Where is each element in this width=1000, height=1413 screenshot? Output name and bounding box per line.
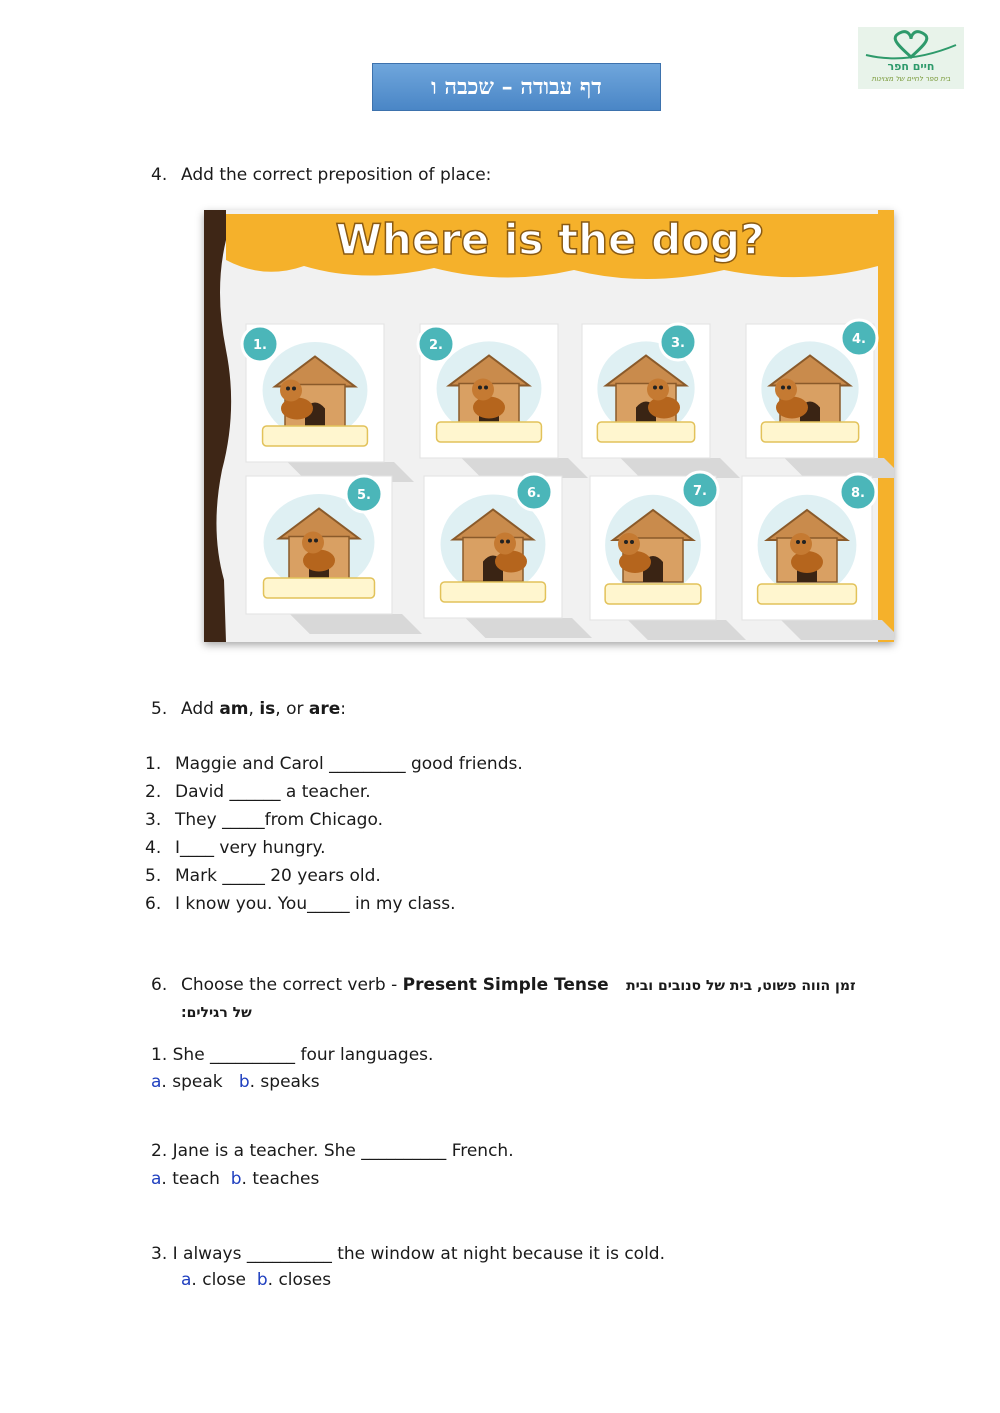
dog-head [472, 379, 494, 401]
dog-body [473, 397, 505, 419]
dog-eye [286, 387, 290, 391]
option-b: . speaks [249, 1072, 320, 1092]
section5-number: 5. [151, 699, 168, 719]
dog-eye [787, 386, 791, 390]
dog-head [494, 533, 516, 555]
dog-eye [484, 386, 488, 390]
card-shadow [628, 620, 746, 640]
s6-question: 2. Jane is a teacher. She __________ French. [151, 1141, 514, 1161]
section5-heading [151, 699, 346, 719]
option-a-letter: a [151, 1169, 162, 1189]
dog-head [647, 379, 669, 401]
dog-body [303, 550, 335, 572]
s6-options [181, 1270, 331, 1290]
dog-body [281, 398, 313, 420]
dog-eye [796, 540, 800, 544]
dog-body [619, 551, 651, 573]
dog-head [775, 379, 797, 401]
dog-eye [624, 540, 628, 544]
section5-intro: Add [181, 699, 220, 719]
dog-card [746, 320, 894, 478]
s6-options [151, 1169, 319, 1189]
word-are: are [308, 699, 341, 719]
s5-item-number: 4. [145, 838, 162, 858]
page-title: דף עבודה – שכבה ו [372, 63, 661, 111]
section5-colon: : [340, 699, 347, 719]
s5-item [145, 866, 381, 886]
dog-card [742, 474, 894, 640]
card-number: 5. [357, 488, 371, 503]
dog-eye [500, 540, 504, 544]
section6-intro: Choose the correct verb - [181, 975, 403, 995]
section4-number: 4. [151, 165, 168, 185]
card-number: 8. [851, 486, 865, 501]
card-number: 1. [253, 338, 267, 353]
card-shadow [465, 618, 592, 638]
s5-item-text: They _____from Chicago. [175, 810, 383, 830]
school-logo [858, 27, 964, 89]
s6-question: 3. I always __________ the window at night because it is cold. [151, 1244, 666, 1264]
card-number: 4. [852, 332, 866, 347]
dog-eye [506, 540, 510, 544]
section4-heading [151, 165, 491, 185]
s5-item [145, 754, 523, 774]
section6-hebrew-line1: זמן הווה פשוט, בית של סנובים ובית [626, 978, 856, 994]
section6-heading [151, 975, 871, 995]
answer-box[interactable] [264, 578, 375, 598]
dog-eye [314, 539, 318, 543]
answer-box[interactable] [761, 422, 858, 442]
answer-box[interactable] [605, 584, 701, 604]
dog-head [302, 532, 324, 554]
s5-item-number: 5. [145, 866, 162, 886]
dog-eye [659, 386, 663, 390]
answer-box[interactable] [437, 422, 542, 442]
option-b-letter: b [230, 1169, 242, 1189]
dog-eye [478, 386, 482, 390]
game-title: Where is the dog? [335, 215, 765, 264]
word-is: is [259, 699, 276, 719]
option-a-letter: a [181, 1270, 192, 1290]
answer-box[interactable] [263, 426, 368, 446]
answer-box[interactable] [441, 582, 546, 602]
s5-item-text: I know you. You_____ in my class. [175, 894, 456, 914]
dog-eye [802, 540, 806, 544]
s5-item-text: Mark _____ 20 years old. [175, 866, 381, 886]
dog-head [280, 380, 302, 402]
s5-item-number: 1. [145, 754, 162, 774]
dog-head [618, 533, 640, 555]
dog-eye [292, 387, 296, 391]
dog-body [791, 551, 823, 573]
dog-head [790, 533, 812, 555]
option-a-letter: a [151, 1072, 162, 1092]
sep1: , [248, 699, 260, 719]
logo-tagline: בית ספר לחיים של מצוינות [871, 75, 951, 83]
dog-body [776, 397, 808, 419]
dog-eye [308, 539, 312, 543]
card-shadow [620, 458, 740, 478]
answer-box[interactable] [597, 422, 694, 442]
option-b: . closes [267, 1270, 332, 1290]
dog-eye [781, 386, 785, 390]
s5-item-number: 2. [145, 782, 162, 802]
option-a: . teach [161, 1169, 220, 1189]
game-graphic [204, 210, 894, 642]
section4-instruction: Add the correct preposition of place: [181, 165, 492, 185]
s5-item [145, 838, 326, 858]
where-is-dog-image [204, 210, 894, 642]
option-b-letter: b [256, 1270, 268, 1290]
dog-body [648, 397, 680, 419]
card-number: 7. [693, 484, 707, 499]
s5-item-number: 3. [145, 810, 162, 830]
dog-body [495, 551, 527, 573]
card-number: 2. [429, 338, 443, 353]
s5-item-text: I____ very hungry. [175, 838, 326, 858]
section6-tense: Present Simple Tense [402, 975, 609, 995]
card-shadow [290, 614, 422, 634]
answer-box[interactable] [758, 584, 857, 604]
s6-options [151, 1072, 320, 1092]
s5-item [145, 810, 383, 830]
s5-item-text: David ______ a teacher. [175, 782, 371, 802]
card-number: 3. [671, 336, 685, 351]
word-am: am [219, 699, 249, 719]
s5-item [145, 782, 371, 802]
section6-hebrew-line2: של רגילים: [181, 1005, 252, 1021]
logo-name: חיים חפר [887, 60, 935, 73]
sep2: , or [275, 699, 309, 719]
s6-question: 1. She __________ four languages. [151, 1045, 434, 1065]
s5-item [145, 894, 456, 914]
option-a: . close [191, 1270, 247, 1290]
card-number: 6. [527, 486, 541, 501]
option-a: . speak [161, 1072, 223, 1092]
s5-item-number: 6. [145, 894, 162, 914]
s5-item-text: Maggie and Carol _________ good friends. [175, 754, 523, 774]
option-b-letter: b [238, 1072, 250, 1092]
section6-number: 6. [151, 975, 168, 995]
dog-eye [653, 386, 657, 390]
option-b: . teaches [241, 1169, 320, 1189]
dog-eye [630, 540, 634, 544]
